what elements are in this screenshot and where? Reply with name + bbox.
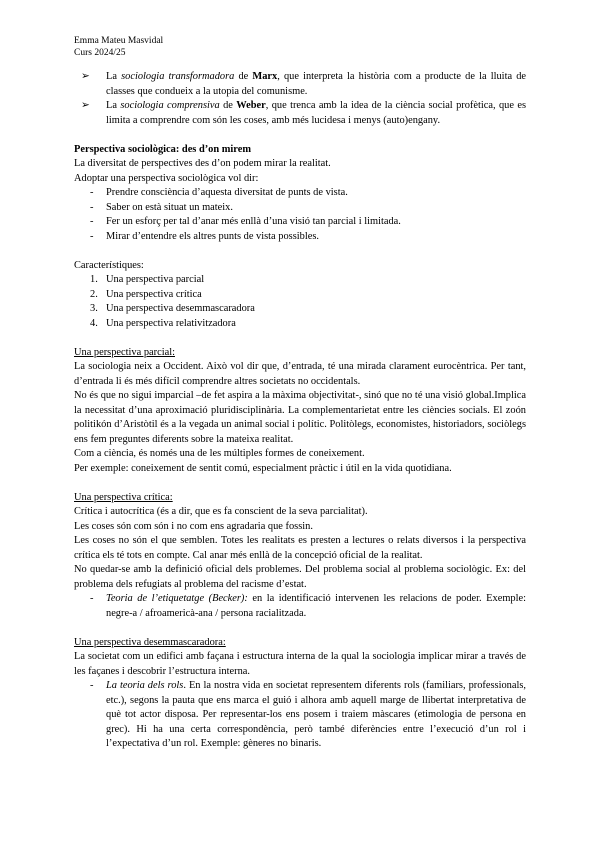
paragraph: La diversitat de perspectives des d’on podem mirar la realitat. (74, 158, 331, 169)
arrow-list-item: ➢ La sociologia comprensiva de Weber, que trenca amb la idea de la ciència social profètica, que es limita a comprendre com són les coses, amb més lucidesa i menys (auto)engany. (81, 100, 526, 126)
numbered-list-item: 3. Una perspectiva desemmascaradora (74, 302, 526, 317)
dash-list-item: - Teoria de l’etiquetatge (Becker): en la identificació intervenen les relacions de poder. Exemple: negre-a / afroamericà-ana / persona racialitzada. (90, 593, 526, 619)
dash-list-item: - Saber on està situat un mateix. (74, 201, 526, 216)
paragraph: Per exemple: coneixement de sentit comú, especialment pràctic i útil en la vida quotidiana. (74, 462, 452, 474)
numbered-list-item: 4. Una perspectiva relativitzadora (74, 317, 526, 332)
section-heading: Una perspectiva parcial: (74, 346, 175, 358)
paragraph: La sociologia neix a Occident. Això vol dir que, d’entrada, té una mirada clarament eurocèntrica. Per tant, d’entrada li és més difícil comprendre altres societats no occidentals. (74, 361, 526, 387)
strong-term: Marx (252, 71, 278, 82)
paragraph: Crítica i autocrítica (és a dir, que es fa conscient de la seva parcialitat). (74, 506, 368, 517)
arrow-list-item: ➢ La sociologia transformadora de Marx, que interpreta la història com a producte de la lluita de classes que condueix a la utopia del comunisme. (81, 71, 526, 97)
numbered-list-item: 1. Una perspectiva parcial (74, 273, 526, 288)
section-heading: Perspectiva sociològica: des d’on mirem (74, 143, 251, 155)
dash-list-item: - Prendre consciència d’aquesta diversitat de punts de vista. (74, 186, 526, 201)
dash-bullet-icon: - (90, 230, 94, 242)
dash-list-item: - Mirar d’entendre els altres punts de vista possibles. (74, 230, 526, 245)
section-heading: Una perspectiva crítica: (74, 491, 173, 503)
emphasis: Teoria de l’etiquetatge (Becker): (106, 593, 248, 604)
paragraph: Les coses no són el que semblen. Totes les realitats es presten a lectures o relats diversos i la perspectiva crítica els té tots en compte. Cal anar més enllà de la concepció oficial de la realitat. (74, 535, 526, 561)
dash-bullet-icon: - (90, 201, 94, 213)
arrow-bullet-icon: ➢ (81, 100, 90, 111)
course-year: Curs 2024/25 (74, 48, 126, 58)
list-number: 3. (90, 303, 98, 314)
paragraph: Adoptar una perspectiva sociològica vol dir: (74, 172, 259, 184)
author-name: Emma Mateu Masvidal (74, 36, 164, 46)
paragraph: Característiques: (74, 259, 144, 271)
list-number: 2. (90, 288, 98, 300)
dash-bullet-icon: - (90, 680, 94, 691)
arrow-bullet-icon: ➢ (81, 71, 90, 82)
document-header (74, 35, 163, 59)
paragraph: No és que no sigui imparcial –de fet aspira a la màxima objectivitat-, sinó que no té una visió global.Implica la necessitat d’una aproximació pluridisciplinària. La complementarietat entre les ciències socials. El zoón politikón d’Aristòtil és a la vegada un animal social i polític. Politòlegs, economistes, historiadors, sociòlegs ens fem preguntes diferents sobre la mateixa realitat. (74, 390, 526, 445)
numbered-list-item: 2. Una perspectiva crítica (74, 288, 526, 303)
dash-bullet-icon: - (90, 216, 94, 227)
dash-bullet-icon: - (90, 187, 94, 198)
section-heading: Una perspectiva desemmascaradora: (74, 636, 226, 648)
dash-list-item: - Fer un esforç per tal d’anar més enllà d’una visió tan parcial i limitada. (74, 215, 526, 230)
list-number: 4. (90, 317, 98, 329)
strong-term: Weber (236, 100, 266, 111)
emphasis: La teoria dels rols (106, 680, 184, 691)
dash-bullet-icon: - (90, 593, 94, 604)
paragraph: No quedar-se amb la definició oficial dels problemes. Del problema social al problema sociològic. Ex: del problema dels refugiats al problema del racisme d’estat. (74, 564, 526, 590)
list-number: 1. (90, 274, 98, 285)
paragraph: Les coses són com són i no com ens agradaria que fossin. (74, 520, 313, 532)
paragraph: Com a ciència, és només una de les múltiples formes de coneixement. (74, 448, 365, 459)
emphasis: sociologia comprensiva (120, 100, 220, 111)
emphasis: sociologia transformadora (121, 71, 235, 82)
dash-list-item: - La teoria dels rols. En la nostra vida en societat representem diferents rols (familiars, professionals, etc.), segons la pauta que ens marca el guió i alhora amb aquell marge de llibertat interpretativa de què tot actor disposa. Per representar-los ens posem i traiem màscares (etimologia de persona en grec). Hi ha una certa correspondència, però també diferències entre l’execució d’un rol i l’expectativa d’un rol. Exemple: gèneres no binaris. (90, 680, 526, 749)
document-body (74, 70, 526, 752)
paragraph: La societat com un edifici amb façana i estructura interna de la qual la sociologia implicar mirar a través de les façanes i descobrir l’estructura interna. (74, 651, 526, 677)
